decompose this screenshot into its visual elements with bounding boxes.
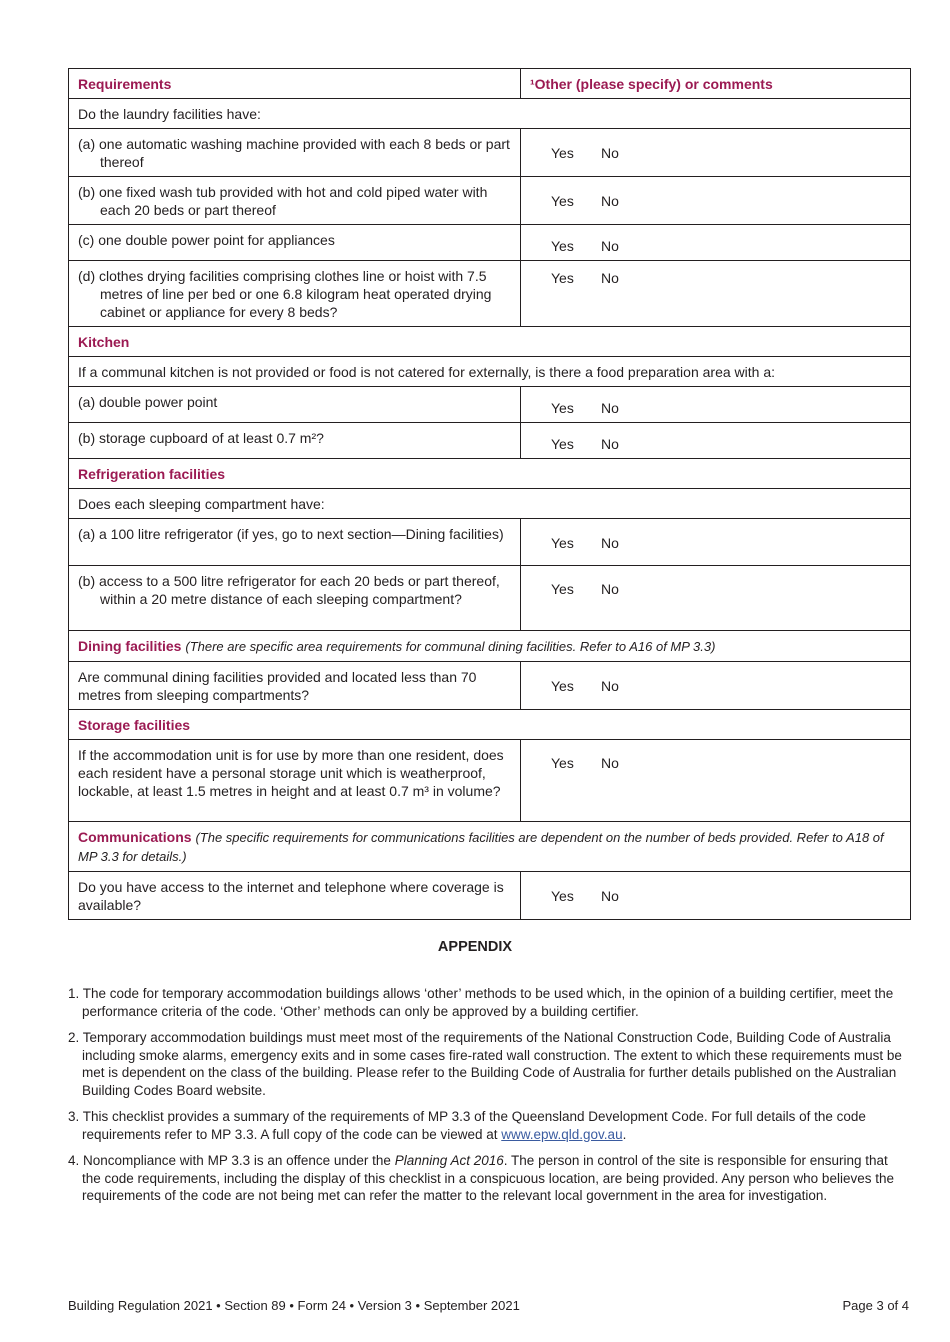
communications-section-title: Communications (78, 829, 192, 845)
no-option[interactable]: No (601, 400, 619, 416)
planning-act-title: Planning Act 2016 (394, 1153, 504, 1168)
yes-option[interactable]: Yes (551, 436, 574, 452)
yes-option[interactable]: Yes (551, 145, 574, 161)
kitchen-section-title: Kitchen (69, 327, 911, 357)
no-option[interactable]: No (601, 238, 619, 254)
kitchen-item-a: (a) double power point (69, 387, 521, 423)
yes-option[interactable]: Yes (551, 193, 574, 209)
no-option[interactable]: No (601, 534, 619, 551)
no-option[interactable]: No (601, 193, 619, 209)
no-option[interactable]: No (601, 678, 619, 694)
appendix-item-3-end: . (622, 1126, 627, 1142)
yes-option[interactable]: Yes (551, 270, 574, 286)
laundry-item-d: (d) clothes drying facilities comprising clothes line or hoist with 7.5 metres of line per bed or one 6.8 kilogram heat operated drying cabinet or appliance for every 8 beds? (69, 261, 521, 327)
yes-no-option[interactable] (521, 177, 911, 225)
appendix-item-1: 1. The code for temporary accommodation buildings allows ‘other’ methods to be used which, in the opinion of a building certifier, meet the performance criteria of the code. ‘Other’ methods can only be approved by a building certifier. (68, 986, 894, 1019)
dining-question: Are communal dining facilities provided and located less than 70 metres from sleeping compartments? (69, 662, 521, 710)
storage-question: If the accommodation unit is for use by more than one resident, does each resident have a personal storage unit which is weatherproof, lockable, at least 1.5 metres in height and at least 0.7 m³ in volume? (69, 740, 521, 822)
footer-form-info: Building Regulation 2021 • Section 89 • Form 24 • Version 3 • September 2021 (68, 1298, 520, 1313)
refrigeration-item-a: (a) a 100 litre refrigerator (if yes, go to next section—Dining facilities) (69, 519, 521, 566)
appendix-item-4 (68, 1152, 910, 1205)
yes-no-option[interactable] (521, 740, 911, 822)
yes-no-option[interactable] (521, 225, 911, 261)
appendix-item-4-pre: 4. Noncompliance with MP 3.3 is an offence under the (68, 1153, 395, 1168)
appendix-item-4-post: . The person in control of the site is responsible for ensuring that the code requirements, including the display of this checklist in a conspicuous location, are being provided. Any person who believes the requirements of the code are not being met can refer the matter to the relevant local government in the area for investigation. (82, 1153, 894, 1203)
requirements-header: Requirements (69, 69, 521, 99)
appendix-list (68, 985, 910, 1214)
storage-section-title: Storage facilities (69, 710, 911, 740)
dining-section-row (69, 631, 911, 662)
epw-website-link[interactable]: www.epw.qld.gov.au (501, 1126, 623, 1142)
communications-question: Do you have access to the internet and telephone where coverage is available? (69, 872, 521, 920)
no-option[interactable]: No (601, 145, 619, 161)
appendix-item-2: 2. Temporary accommodation buildings must meet most of the requirements of the National Construction Code, Building Code of Australia including smoke alarms, emergency exits and in some cases fire-rated wall construction. The extent to which these requirements must be met is dependent on the class of the building. Please refer to the Building Code of Australia for further details published on the Australian Building Codes Board website. (68, 1030, 902, 1098)
no-option[interactable]: No (601, 436, 619, 452)
laundry-intro: Do the laundry facilities have: (69, 99, 911, 129)
refrigeration-section-title: Refrigeration facilities (69, 459, 911, 489)
footer-page-number: Page 3 of 4 (842, 1298, 909, 1313)
yes-option[interactable]: Yes (551, 400, 574, 416)
yes-no-option[interactable] (521, 387, 911, 423)
communications-section-row (69, 822, 911, 872)
yes-option[interactable]: Yes (551, 888, 574, 904)
yes-option[interactable]: Yes (551, 678, 574, 694)
yes-no-option[interactable] (521, 129, 911, 177)
laundry-item-c: (c) one double power point for appliances (69, 225, 521, 261)
yes-no-option[interactable] (521, 662, 911, 710)
yes-no-option[interactable] (521, 566, 911, 631)
requirements-table (68, 68, 911, 920)
yes-no-option[interactable] (521, 872, 911, 920)
laundry-item-b: (b) one fixed wash tub provided with hot and cold piped water with each 20 beds or part thereof (69, 177, 521, 225)
yes-option[interactable]: Yes (551, 534, 574, 551)
appendix-item-3-text: 3. This checklist provides a summary of the requirements of MP 3.3 of the Queensland Development Code. For full details of the code requirements refer to MP 3.3. A full copy of the code can be viewed at (68, 1109, 866, 1142)
appendix-title: APPENDIX (437, 939, 513, 955)
kitchen-item-b: (b) storage cupboard of at least 0.7 m²? (69, 423, 521, 459)
refrigeration-intro: Does each sleeping compartment have: (69, 489, 911, 519)
dining-section-note: (There are specific area requirements for communal dining facilities. Refer to A16 of MP 3.3) (185, 639, 716, 654)
kitchen-intro: If a communal kitchen is not provided or food is not catered for externally, is there a food preparation area with a: (69, 357, 911, 387)
refrigeration-item-b: (b) access to a 500 litre refrigerator for each 20 beds or part thereof, within a 20 metre distance of each sleeping compartment? (69, 566, 521, 631)
yes-no-option[interactable] (521, 423, 911, 459)
yes-option[interactable]: Yes (551, 581, 574, 597)
no-option[interactable]: No (601, 581, 619, 597)
appendix-item-3 (68, 1108, 910, 1143)
no-option[interactable]: No (601, 888, 619, 904)
yes-option[interactable]: Yes (551, 238, 574, 254)
yes-option[interactable]: Yes (551, 755, 574, 771)
laundry-item-a: (a) one automatic washing machine provided with each 8 beds or part thereof (69, 129, 521, 177)
no-option[interactable]: No (601, 755, 619, 771)
no-option[interactable]: No (601, 270, 619, 286)
communications-section-note: (The specific requirements for communications facilities are dependent on the number of beds provided. Refer to A18 of MP 3.3 for details.) (78, 830, 884, 864)
yes-no-option[interactable] (521, 519, 911, 566)
yes-no-option[interactable] (521, 261, 911, 327)
dining-section-title: Dining facilities (78, 638, 182, 654)
comments-header: ¹Other (please specify) or comments (521, 69, 911, 99)
